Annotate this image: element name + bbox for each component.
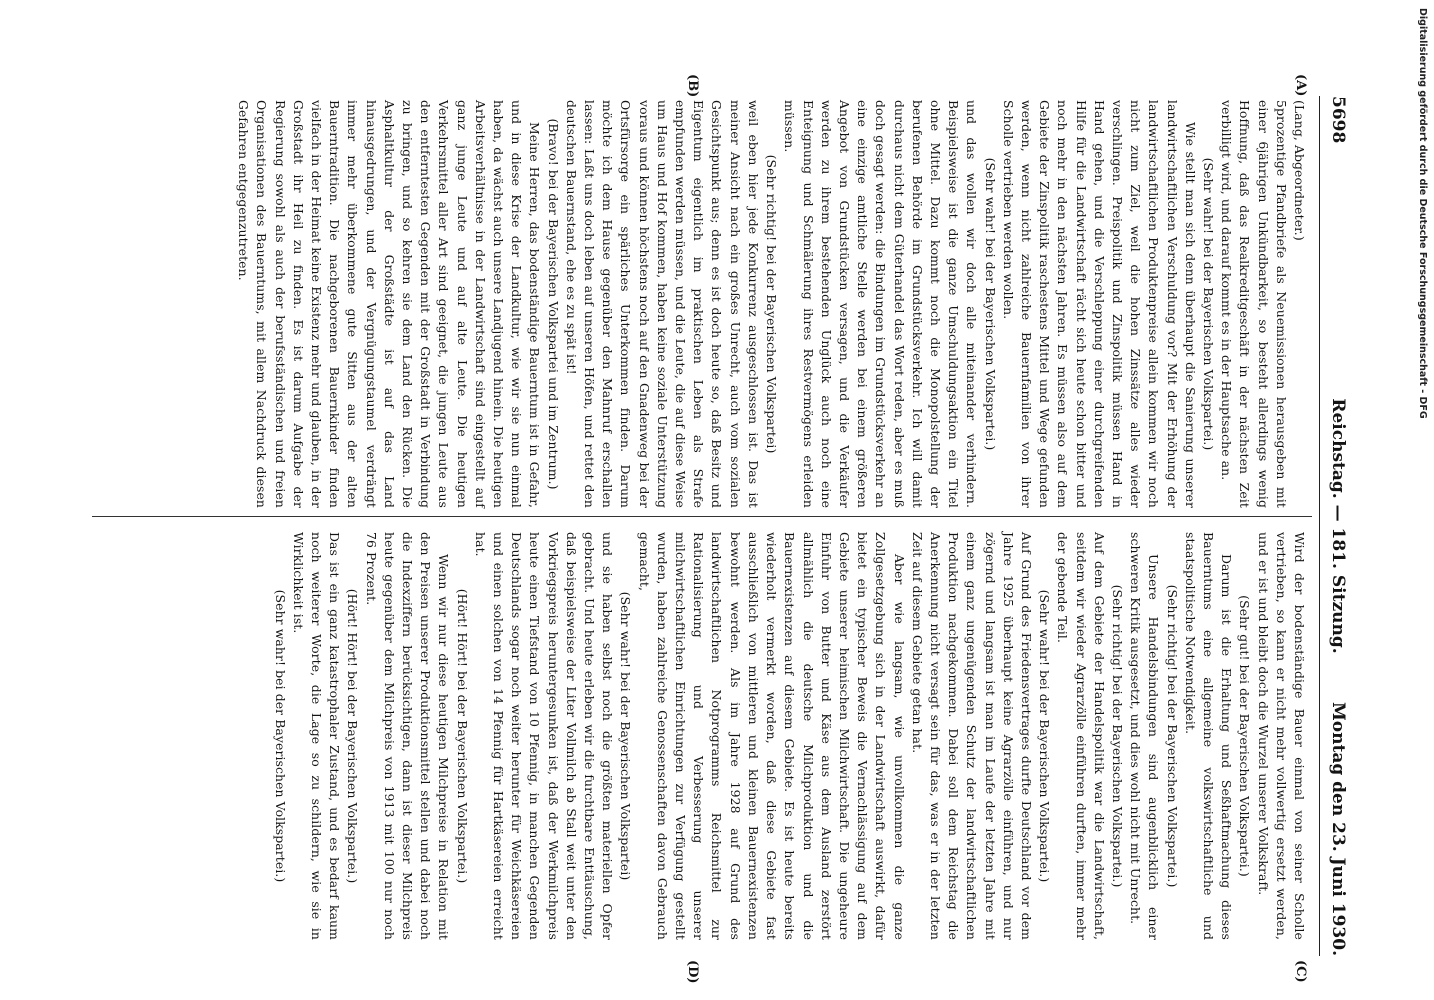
interjection: (Sehr richtig! bei der Bayerischen Volkspartei.) [1164,584,1180,888]
speech-paragraph: Unsere Handelsbindungen sind augenblicklich einer schweren Kritik ausgesetzt, und dies wohl nicht mit Unrecht. [1128,532,1162,940]
speech-paragraph: Darum ist die Erhaltung und Seßhaftmachung dieses Bauerntums eine allgemeine volkswirtschaftliche und staatspolitische Notwendigkeit. [1182,532,1235,940]
speech-paragraph: Wie stellt man sich denn überhaupt die Sanierung unserer landwirtschaftlichen Verschuldung vor? Mit der Erhöhung der landwirtschaftlichen Produktenpreise allein kommen wir noch nicht zum Ziel, weil die hohen Zinssätze alles wieder verschlingen. Preispolitik und Zinspolitik müssen Hand in Hand gehen, und die Verschleppung einer durchgreifenden Hilfe für die Landwirtschaft rächt sich heute schon bitter und noch mehr in den nächsten Jahren. Es müssen also auf dem Gebiete der Zinspolitik raschestens Mittel und Wege gefunden werden, wenn nicht zahlreiche Bauernfamilien von ihrer Scholle vertrieben werden wollen. [1000,100,1198,508]
speech-paragraph: und das wollen wir doch alle miteinander verhindern. Beispielsweise ist die ganze Umschuldungsaktion ein Titel ohne Mittel. Dazu kommt noch die Monopolstellung der berufenen Behörde im Grundstücksverkehr. Ich will damit durchaus nicht dem Güterhandel das Wort reden, aber es muß doch gesagt werden: die Bindungen im Grundstücksverkehr an eine einzige amtliche Stelle werden bei einem größeren Angebot von Grundstücken versagen, und die Verkäufer werden zu ihrem bestehenden Unglück auch noch eine Enteignung und Schmälerung ihres Restvermögens erleiden müssen. [782,100,980,508]
interjection: (Sehr wahr! bei der Bayerischen Volkspartei) [618,591,634,881]
speech-paragraph: Aber wie langsam, wie unvollkommen die ganze Zollgesetzgebung sich in der Landwirtschaft auswirkt, dafür bietet ein typischer Beweis die Vernachlässigung auf dem Gebiete unserer heimischen Milchwirtschaft. Die ungeheure Einfuhr von Butter und Käse aus dem Ausland zerstört allmählich die deutsche Milchproduktion und die Bauernexistenzen auf diesem Gebiete. Es ist heute bereits wiederholt vermerkt worden, daß diese Gebiete fast ausschließlich von mittleren und kleinen Bauernexistenzen bewohnt werden. Als im Jahre 1928 auf Grund des landwirtschaftlichen Notprogramms Reichsmittel zur Rationalisierung und Verbesserung unserer milchwirtschaftlichen Einrichtungen zur Verfügung gestellt wurden, haben zahlreiche Genossenschaften davon Gebrauch gemacht, [636,532,907,940]
speech-paragraph: 5prozentige Pfandbriefe als Neuemissionen herausgeben mit einer 6jährigen Unkündbarkeit, so besteht allerdings wenig Hoffnung, daß das Realkreditgeschäft in der nächsten Zeit verbilligt wird, und darauf kommt es in der Hauptsache an. [1219,100,1289,508]
interjection: (Bravo! bei der Bayerischen Volkspartei und im Zentrum.) [545,118,561,490]
speech-paragraph: Wird der bodenständige Bauer einmal von seiner Scholle vertrieben, so kann er nicht mehr vollwertig ersetzt werden, und er ist und bleibt doch die Wurzel unserer Volkskraft. [1255,532,1307,940]
speech-paragraph: und sie haben selbst noch die größten materiellen Opfer gebracht. Und heute erleben wir die furchtbare Enttäuschung, daß beispielsweise der Liter Vollmilch ab Stall weit unter den Vorkriegspreis heruntergesunken ist, daß der Werkmilchpreis heute einen Tiefstand von 10 Pfennig, in manchen Gegenden Deutschlands sogar noch weiter herunter für Weichkäsereien und einen solchen von 14 Pfennig für Hartkäsereien erreicht hat. [472,532,616,940]
interjection: (Sehr wahr! bei der Bayerischen Volkspartei.) [1200,157,1216,451]
interjection: (Hört! Hört! bei der Bayerischen Volkspartei.) [454,588,470,884]
interjection: (Sehr wahr! bei der Bayerischen Volkspartei.) [272,589,288,883]
column-divider [92,516,1312,517]
interjection: (Sehr wahr! bei der Bayerischen Volkspartei.) [982,157,998,451]
speech-paragraph: Auf dem Gebiete der Handelspolitik war die Landwirtschaft, seitdem wir wieder Agrarzölle einführen durften, immer mehr der gebende Teil. [1055,532,1107,940]
interjection: (Sehr wahr! bei der Bayerischen Volkspartei.) [1037,589,1053,883]
right-text-column [270,532,1308,940]
margin-marker-a: (A) [1293,74,1308,97]
margin-marker-b: (B) [685,74,700,98]
interjection: (Hört! Hört! bei der Bayerischen Volkspartei.) [345,588,361,884]
speech-paragraph: (Lang, Abgeordneter.) [1292,100,1307,241]
margin-marker-d: (D) [685,960,700,984]
interjection: (Sehr richtig! bei der Bayerischen Volkspartei.) [1109,584,1125,888]
speech-paragraph: Das ist ein ganz katastrophaler Zustand, und es bedarf kaum noch weiterer Worte, die Lage so zu schildern, wie sie in Wirklichkeit ist. [290,532,343,940]
interjection: (Sehr gut! bei der Bayerischen Volkspartei.) [1237,595,1253,877]
session-title: Reichstag. — 181. Sitzung. [1328,398,1348,654]
dfg-credit-line: Digitalisierung gefördert durch die Deutsche Forschungsgemeinschaft - DFG [1417,8,1428,419]
left-text-column [234,100,1308,508]
header-rule [1319,96,1320,956]
running-header [1318,96,1348,956]
interjection: (Sehr richtig! bei der Bayerischen Volkspartei) [764,154,780,454]
speech-paragraph: Wenn wir nur diese heutigen Milchpreise in Relation mit den Preisen unserer Produktionsmittel stellen und dabei noch die Indexziffern berücksichtigen, dann ist dieser Milchpreis heute gegenüber dem Milchpreis von 1913 mit 100 nur noch 76 Prozent. [363,532,452,940]
speech-paragraph: weil eben hier jede Konkurrenz ausgeschlossen ist. Das ist meiner Ansicht nach ein großes Unrecht, auch vom sozialen Gesichtspunkt aus; denn es ist doch heute so, daß Besitz und Eigentum eigentlich im praktischen Leben als Strafe empfunden werden müssen, und die Leute, die auf diese Weise um Haus und Hof kommen, haben keine soziale Unterstützung voraus und können höchstens noch auf den Gnadenweg bei der Ortsfürsorge ein spärliches Unterkommen finden. Darum möchte ich dem Hause gegenüber den Mahnruf erschallen lassen: Laßt uns doch leben auf unseren Höfen, und rettet den deutschen Bauernstand, ehe es zu spät ist! [563,100,761,508]
page-number: 5698 [1328,96,1348,144]
speech-paragraph: Meine Herren, das bodenständige Bauerntum ist in Gefahr, und in diese Krise der Landkultur, wie wir sie nun einmal haben, da wächst auch unsere Landjugend hinein. Die heutigen Arbeitsverhältnisse in der Landwirtschaft sind eingestellt auf ganz junge Leute und auf alte Leute. Die heutigen Verkehrsmittel aller Art sind geeignet, die jungen Leute aus den entferntesten Gegenden mit der Großstadt in Verbindung zu bringen, und so kehren sie dem Land den Rücken. Die Asphaltkultur der Großstädte ist auf das Land hinausgedrungen, und der Vergnügungstaumel verdrängt immer mehr überkommene gute Sitten aus der alten Bauerntradition. Die nachgeborenen Bauernkinder finden vielfach in der Heimat keine Existenz mehr und glauben, in der Großstadt ihr Heil zu finden. Es ist darum Aufgabe der Regierung sowohl als auch der berufsständischen und freien Organisationen des Bauerntums, mit allem Nachdruck diesen Gefahren entgegenzutreten. [236,100,543,508]
speech-paragraph: Auf Grund des Friedensvertrages durfte Deutschland vor dem Jahre 1925 überhaupt keine Agrarzölle einführen, und nur zögernd und langsam ist man im Laufe der letzten Jahre mit einem ganz ungenügenden Schutz der landwirtschaftlichen Produktion nachgekommen. Dabei soll dem Reichstag die Anerkennung nicht versagt sein für das, was er in der letzten Zeit auf diesem Gebiete getan hat. [909,532,1034,940]
margin-marker-c: (C) [1293,960,1308,983]
session-date: Montag den 23. Juni 1930. [1328,701,1348,956]
